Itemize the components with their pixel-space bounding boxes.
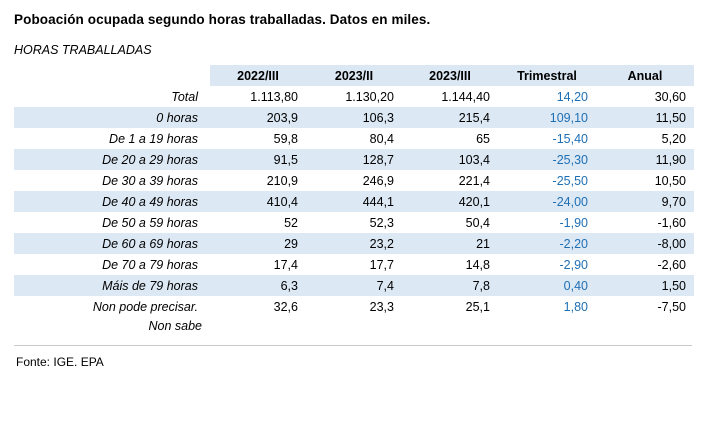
table-row xyxy=(14,275,694,296)
cell-trimestral: -2,90 xyxy=(559,257,588,272)
cell-2022-iii: 17,4 xyxy=(273,257,298,272)
table-row xyxy=(14,170,694,191)
row-label: De 70 a 79 horas xyxy=(102,257,198,272)
table-row xyxy=(14,86,694,107)
cell-anual: -7,50 xyxy=(657,299,686,314)
cell-2022-iii: 6,3 xyxy=(210,275,306,296)
cell-empty xyxy=(498,316,596,337)
table-subtitle: HORAS TRABALLADAS xyxy=(14,43,152,57)
cell-anual: 9,70 xyxy=(596,191,694,212)
cell-2023-ii: 1.130,20 xyxy=(345,89,394,104)
cell-trimestral: -2,20 xyxy=(498,233,596,254)
cell-anual: 11,90 xyxy=(596,149,694,170)
cell-empty xyxy=(210,316,306,337)
table-header xyxy=(14,65,694,86)
cell-empty xyxy=(306,316,402,337)
cell-trimestral: 1,80 xyxy=(563,299,588,314)
cell-2022-iii: 32,6 xyxy=(273,299,298,314)
cell-2023-iii: 221,4 xyxy=(458,173,490,188)
cell-anual: 5,20 xyxy=(661,131,686,146)
row-label: De 30 a 39 horas xyxy=(102,173,198,188)
cell-trimestral: -24,00 xyxy=(498,191,596,212)
cell-2023-iii: 215,4 xyxy=(402,107,498,128)
table-row xyxy=(14,233,694,254)
cell-anual: 30,60 xyxy=(654,89,686,104)
cell-2022-iii: 210,9 xyxy=(266,173,298,188)
cell-2023-iii: 7,8 xyxy=(402,275,498,296)
cell-anual: -8,00 xyxy=(596,233,694,254)
table-row xyxy=(14,254,694,275)
row-label: Máis de 79 horas xyxy=(14,275,210,296)
cell-trimestral: -25,50 xyxy=(552,173,588,188)
cell-2023-ii: 444,1 xyxy=(306,191,402,212)
table-row xyxy=(14,149,694,170)
cell-2023-ii: 23,3 xyxy=(369,299,394,314)
cell-2023-iii: 103,4 xyxy=(402,149,498,170)
cell-trimestral: 109,10 xyxy=(498,107,596,128)
row-label: De 20 a 29 horas xyxy=(14,149,210,170)
cell-2022-iii: 410,4 xyxy=(210,191,306,212)
table-header-row xyxy=(14,65,694,86)
cell-2023-ii: 246,9 xyxy=(362,173,394,188)
cell-2023-ii: 106,3 xyxy=(306,107,402,128)
row-label-continuation: Non sabe xyxy=(148,319,202,333)
cell-2022-iii: 91,5 xyxy=(210,149,306,170)
column-header-2023-ii: 2023/II xyxy=(306,65,402,86)
column-header-anual: Anual xyxy=(596,65,694,86)
row-label: 0 horas xyxy=(14,107,210,128)
cell-2023-iii: 420,1 xyxy=(402,191,498,212)
cell-trimestral: -15,40 xyxy=(552,131,588,146)
page-title: Poboación ocupada segundo horas traballadas. Datos en miles. xyxy=(14,12,431,27)
cell-anual: -1,60 xyxy=(657,215,686,230)
cell-2022-iii: 203,9 xyxy=(210,107,306,128)
divider xyxy=(14,345,692,346)
hours-worked-table xyxy=(14,65,694,337)
cell-2023-iii: 25,1 xyxy=(465,299,490,314)
cell-2023-ii: 52,3 xyxy=(369,215,394,230)
cell-anual: 1,50 xyxy=(596,275,694,296)
cell-2022-iii: 52 xyxy=(284,215,298,230)
column-header-trimestral: Trimestral xyxy=(498,65,596,86)
row-label: De 60 a 69 horas xyxy=(14,233,210,254)
column-header-2022-iii: 2022/III xyxy=(210,65,306,86)
cell-empty xyxy=(402,316,498,337)
cell-anual: 10,50 xyxy=(654,173,686,188)
cell-2023-iii: 21 xyxy=(402,233,498,254)
column-header-blank xyxy=(14,65,210,86)
row-label: De 40 a 49 horas xyxy=(14,191,210,212)
cell-2022-iii: 29 xyxy=(210,233,306,254)
cell-trimestral: -1,90 xyxy=(559,215,588,230)
cell-2023-iii: 65 xyxy=(476,131,490,146)
cell-2022-iii: 1.113,80 xyxy=(250,89,298,104)
table-row xyxy=(14,191,694,212)
table-row xyxy=(14,296,694,316)
cell-trimestral: 14,20 xyxy=(556,89,588,104)
cell-2023-iii: 50,4 xyxy=(465,215,490,230)
table-row xyxy=(14,212,694,233)
table-body xyxy=(14,86,694,337)
cell-2023-ii: 128,7 xyxy=(306,149,402,170)
row-label: De 50 a 59 horas xyxy=(102,215,198,230)
row-label: Non pode precisar. xyxy=(92,299,198,314)
row-label: Total xyxy=(171,89,198,104)
source-note: Fonte: IGE. EPA xyxy=(16,354,104,369)
cell-anual: 11,50 xyxy=(596,107,694,128)
cell-2022-iii: 59,8 xyxy=(273,131,298,146)
row-label: De 1 a 19 horas xyxy=(109,131,198,146)
cell-2023-ii: 7,4 xyxy=(306,275,402,296)
cell-2023-iii: 1.144,40 xyxy=(441,89,490,104)
table-row xyxy=(14,128,694,149)
cell-2023-ii: 23,2 xyxy=(306,233,402,254)
cell-empty xyxy=(596,316,694,337)
cell-trimestral: -25,30 xyxy=(498,149,596,170)
cell-2023-ii: 80,4 xyxy=(369,131,394,146)
column-header-2023-iii: 2023/III xyxy=(402,65,498,86)
cell-2023-iii: 14,8 xyxy=(465,257,490,272)
cell-trimestral: 0,40 xyxy=(498,275,596,296)
cell-2023-ii: 17,7 xyxy=(369,257,394,272)
cell-anual: -2,60 xyxy=(657,257,686,272)
table-row-continuation xyxy=(14,316,694,337)
table-row xyxy=(14,107,694,128)
